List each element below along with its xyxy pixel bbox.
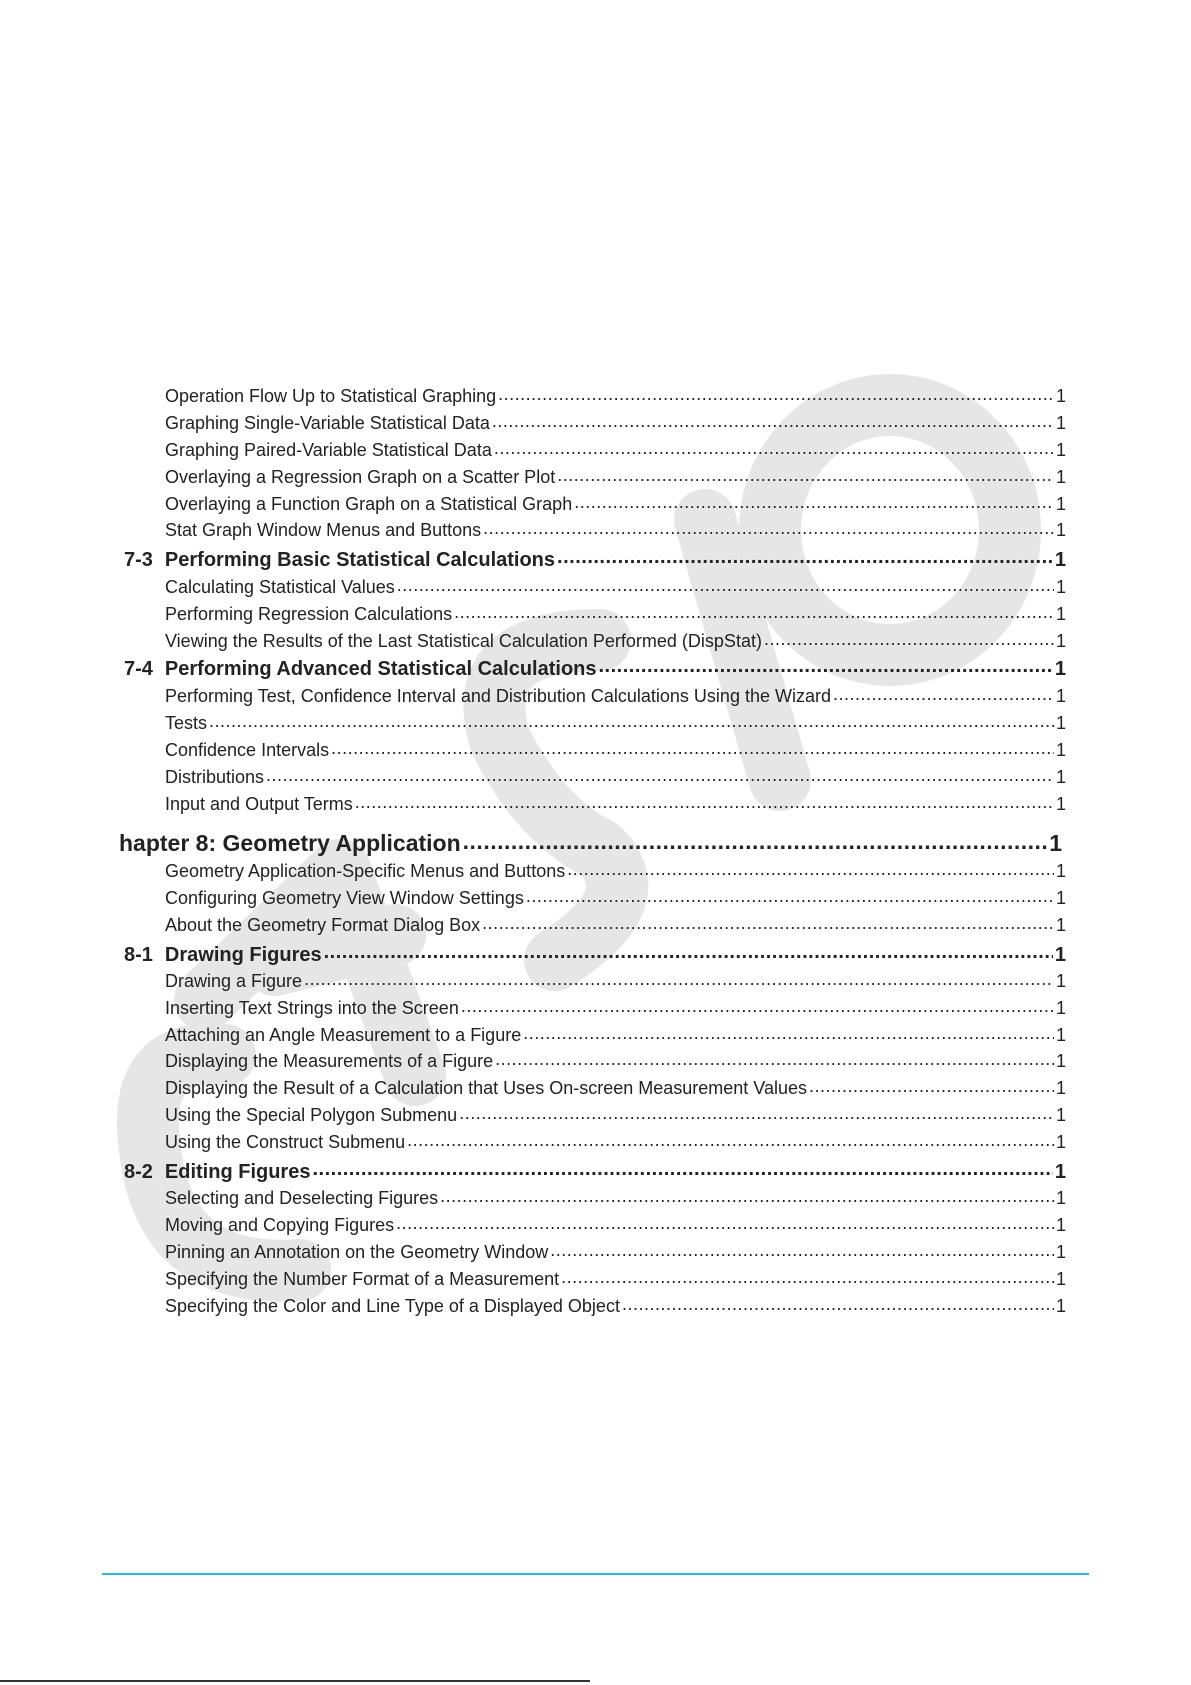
- toc-title: hapter 8: Geometry Application: [119, 830, 461, 856]
- toc-leader-dots: [833, 684, 1054, 702]
- toc-title: Overlaying a Regression Graph on a Scatter Plot: [165, 467, 556, 487]
- toc-page-number: 1: [1055, 440, 1066, 460]
- toc-entry[interactable]: [165, 411, 1066, 434]
- toc-section[interactable]: [124, 546, 1066, 572]
- toc-title: Operation Flow Up to Statistical Graphing: [165, 386, 497, 406]
- toc-title: Editing Figures: [164, 1161, 311, 1183]
- toc-section[interactable]: [124, 1158, 1066, 1184]
- toc-title: Stat Graph Window Menus and Buttons: [165, 520, 482, 540]
- toc-page-number: 1: [1055, 1051, 1066, 1071]
- toc-title: Calculating Statistical Values: [165, 577, 395, 597]
- toc-leader-dots: [266, 765, 1054, 783]
- toc-title: Specifying the Color and Line Type of a Displayed Object: [165, 1296, 620, 1316]
- toc-page-number: 1: [1055, 794, 1066, 814]
- toc-entry[interactable]: [165, 1186, 1066, 1209]
- toc-leader-dots: [567, 859, 1054, 877]
- toc-entry[interactable]: [165, 913, 1066, 936]
- toc-page-number: 1: [1055, 1078, 1066, 1098]
- toc-entry[interactable]: [165, 1130, 1066, 1153]
- toc-title: Inserting Text Strings into the Screen: [165, 998, 459, 1018]
- toc-title: Confidence Intervals: [165, 740, 330, 760]
- toc-leader-dots: [622, 1294, 1054, 1312]
- toc-page-number: 1: [1055, 915, 1066, 935]
- toc-entry[interactable]: [165, 575, 1066, 598]
- toc-leader-dots: [459, 1103, 1054, 1121]
- toc-page-number: 1: [1054, 1161, 1066, 1183]
- toc-page-number: 1: [1055, 1296, 1066, 1316]
- toc-entry[interactable]: [165, 765, 1066, 788]
- toc-page-number: 1: [1055, 520, 1066, 540]
- toc-title: Displaying the Result of a Calculation that Uses On-screen Measurement Values: [165, 1078, 807, 1098]
- toc-entry[interactable]: [165, 886, 1066, 909]
- toc-leader-dots: [324, 941, 1053, 961]
- toc-page-number: 1: [1055, 1025, 1066, 1045]
- toc-entry[interactable]: [165, 438, 1066, 461]
- toc-title: Using the Construct Submenu: [165, 1132, 406, 1152]
- toc-page-number: 1: [1055, 494, 1066, 514]
- toc-title: Tests: [165, 713, 208, 733]
- toc-leader-dots: [396, 1213, 1054, 1231]
- toc-leader-dots: [523, 1023, 1054, 1041]
- toc-section-number: 8-2: [124, 1161, 153, 1183]
- toc-leader-dots: [461, 996, 1054, 1014]
- toc-page-number: 1: [1055, 631, 1066, 651]
- toc-entry[interactable]: [165, 859, 1066, 882]
- toc-entry[interactable]: [165, 1267, 1066, 1290]
- toc-title: Drawing Figures: [164, 944, 322, 966]
- toc-title: Graphing Single-Variable Statistical Data: [165, 413, 490, 433]
- toc-title: Attaching an Angle Measurement to a Figure: [165, 1025, 522, 1045]
- toc-page-number: 1: [1055, 413, 1066, 433]
- toc-entry[interactable]: [165, 1076, 1066, 1099]
- toc-title: Performing Advanced Statistical Calculations: [164, 658, 597, 680]
- toc-title: Viewing the Results of the Last Statistical Calculation Performed (DispStat): [165, 631, 762, 651]
- toc-entry[interactable]: [165, 1023, 1066, 1046]
- toc-page-number: 1: [1055, 467, 1066, 487]
- toc-leader-dots: [498, 384, 1054, 402]
- toc-leader-dots: [526, 886, 1054, 904]
- toc-page-number: 1: [1055, 1188, 1066, 1208]
- toc-chapter[interactable]: [119, 828, 1062, 857]
- toc-page-number: 1: [1055, 604, 1066, 624]
- toc-title: Graphing Paired-Variable Statistical Data: [165, 440, 492, 460]
- toc-leader-dots: [492, 411, 1054, 429]
- toc-page-number: 1: [1055, 740, 1066, 760]
- toc-page-number: 1: [1049, 830, 1062, 856]
- bottom-edge-line: [0, 1680, 590, 1682]
- toc-entry[interactable]: [165, 738, 1066, 761]
- toc-page-number: 1: [1055, 767, 1066, 787]
- toc-page-number: 1: [1055, 686, 1066, 706]
- toc-page-number: 1: [1055, 888, 1066, 908]
- toc-leader-dots: [312, 1158, 1052, 1178]
- toc-entry[interactable]: [165, 602, 1066, 625]
- toc-leader-dots: [407, 1130, 1054, 1148]
- toc-entry[interactable]: [165, 1103, 1066, 1126]
- toc-leader-dots: [764, 629, 1054, 647]
- toc-leader-dots: [355, 792, 1054, 810]
- toc-section[interactable]: [124, 941, 1066, 967]
- toc-entry[interactable]: [165, 1213, 1066, 1236]
- toc-title: Configuring Geometry View Window Settings: [165, 888, 524, 908]
- toc-entry[interactable]: [165, 711, 1066, 734]
- toc-page-number: 1: [1055, 861, 1066, 881]
- toc-page-number: 1: [1055, 998, 1066, 1018]
- toc-leader-dots: [440, 1186, 1054, 1204]
- toc-page-number: 1: [1055, 713, 1066, 733]
- toc-title: About the Geometry Format Dialog Box: [165, 915, 481, 935]
- footer-rule: [102, 1573, 1089, 1575]
- toc-leader-dots: [599, 655, 1053, 675]
- toc-leader-dots: [550, 1240, 1054, 1258]
- toc-title: Input and Output Terms: [165, 794, 353, 814]
- toc-page-number: 1: [1055, 1105, 1066, 1125]
- toc-entry[interactable]: [165, 996, 1066, 1019]
- toc-title: Pinning an Annotation on the Geometry Window: [165, 1242, 549, 1262]
- toc-title: Specifying the Number Format of a Measurement: [165, 1269, 560, 1289]
- toc-page-number: 1: [1055, 1269, 1066, 1289]
- toc-leader-dots: [809, 1076, 1054, 1094]
- toc-leader-dots: [331, 738, 1054, 756]
- toc-entry[interactable]: [165, 518, 1066, 541]
- toc-page-number: 1: [1055, 1132, 1066, 1152]
- toc-leader-dots: [494, 438, 1054, 456]
- toc-entry[interactable]: [165, 969, 1066, 992]
- toc-leader-dots: [561, 1267, 1054, 1285]
- toc-title: Performing Regression Calculations: [165, 604, 453, 624]
- toc-title: Performing Basic Statistical Calculations: [164, 549, 556, 571]
- toc-leader-dots: [463, 828, 1048, 851]
- toc-entry[interactable]: [165, 792, 1066, 815]
- toc-page-number: 1: [1055, 971, 1066, 991]
- toc-page-number: 1: [1054, 549, 1066, 571]
- toc-leader-dots: [483, 518, 1054, 536]
- toc-entry[interactable]: [165, 684, 1066, 707]
- toc-leader-dots: [397, 575, 1054, 593]
- toc-entry[interactable]: [165, 465, 1066, 488]
- toc-title: Displaying the Measurements of a Figure: [165, 1051, 494, 1071]
- toc-leader-dots: [209, 711, 1054, 729]
- toc-entry[interactable]: [165, 384, 1066, 407]
- toc-title: Geometry Application-Specific Menus and Buttons: [165, 861, 566, 881]
- toc-page-number: 1: [1055, 1215, 1066, 1235]
- toc-title: Moving and Copying Figures: [165, 1215, 395, 1235]
- toc-entry[interactable]: [165, 1240, 1066, 1263]
- toc-title: Using the Special Polygon Submenu: [165, 1105, 458, 1125]
- toc-title: Performing Test, Confidence Interval and Distribution Calculations Using the Wizard: [165, 686, 831, 706]
- toc-section-number: 7-3: [124, 549, 153, 571]
- toc-entry[interactable]: [165, 1049, 1066, 1072]
- toc-leader-dots: [495, 1049, 1054, 1067]
- toc-leader-dots: [454, 602, 1054, 620]
- toc-page-number: 1: [1054, 944, 1066, 966]
- toc-entry[interactable]: [165, 1294, 1066, 1317]
- toc-page-number: 1: [1055, 386, 1066, 406]
- toc-leader-dots: [304, 969, 1054, 987]
- toc-leader-dots: [557, 465, 1054, 483]
- toc-page-number: 1: [1055, 577, 1066, 597]
- toc-section[interactable]: [124, 655, 1066, 681]
- toc-page-number: 1: [1055, 1242, 1066, 1262]
- toc-entry[interactable]: [165, 629, 1066, 652]
- toc-title: Drawing a Figure: [165, 971, 303, 991]
- toc-leader-dots: [482, 913, 1054, 931]
- toc-title: Selecting and Deselecting Figures: [165, 1188, 439, 1208]
- toc-section-number: 8-1: [124, 944, 153, 966]
- toc-leader-dots: [574, 492, 1054, 510]
- toc-page-number: 1: [1054, 658, 1066, 680]
- toc-section-number: 7-4: [124, 658, 153, 680]
- toc-entry[interactable]: [165, 492, 1066, 515]
- toc-leader-dots: [557, 546, 1053, 566]
- toc-title: Distributions: [165, 767, 265, 787]
- toc-title: Overlaying a Function Graph on a Statistical Graph: [165, 494, 573, 514]
